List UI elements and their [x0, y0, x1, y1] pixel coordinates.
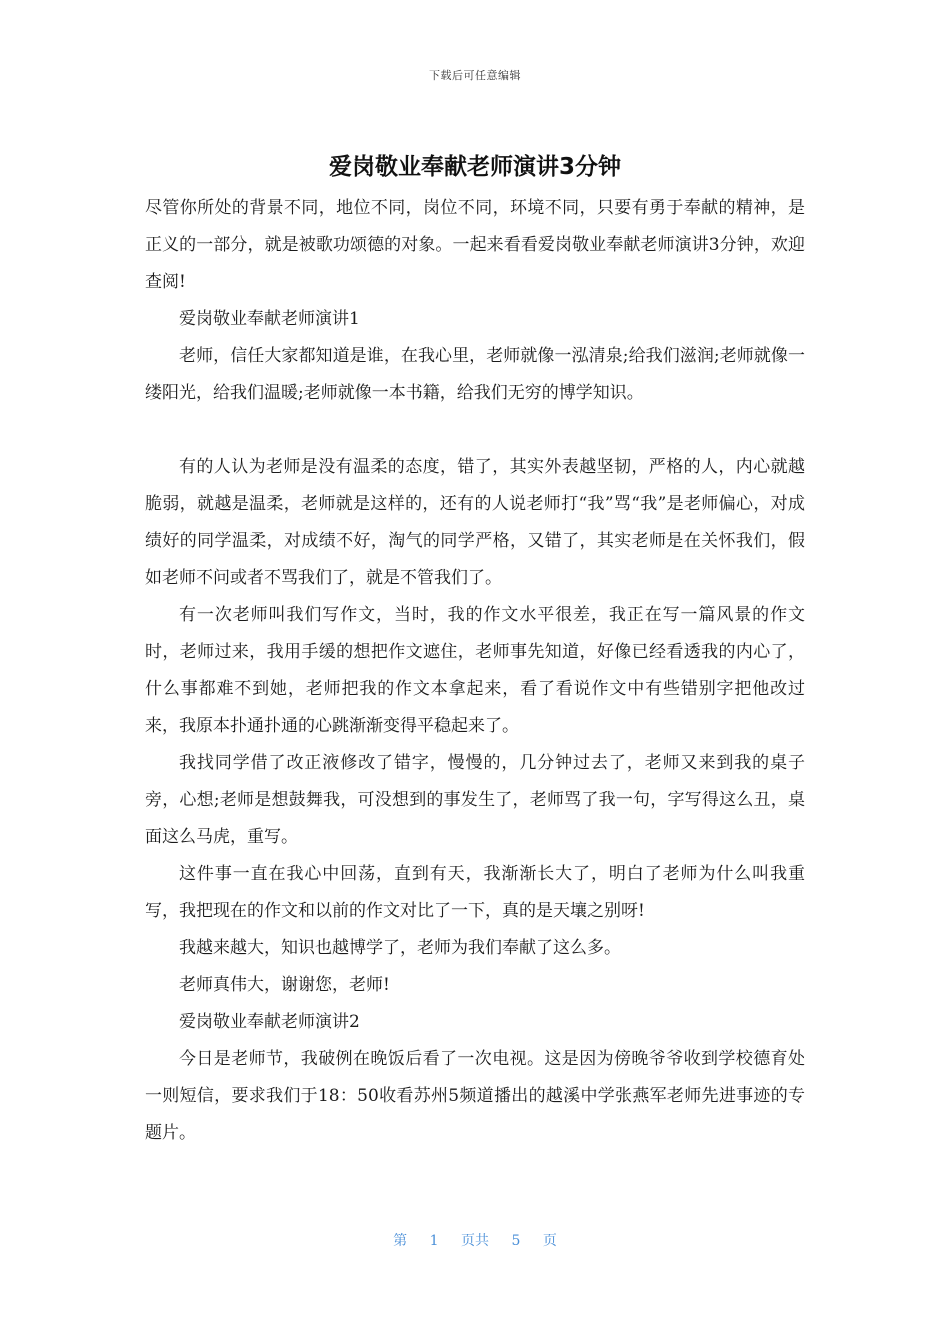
footer-middle: 页共	[461, 1233, 489, 1249]
body-paragraph: 我越来越大，知识也越博学了，老师为我们奉献了这么多。	[179, 938, 621, 958]
body-paragraph: 今日是老师节，我破例在晚饭后看了一次电视。这是因为傍晚爷爷收到学校德育处一则短信，要求我们于18：50收看苏州5频道播出的越溪中学张燕军老师先进事迹的专题片。	[145, 1049, 805, 1143]
page-footer	[0, 1230, 950, 1250]
body-paragraph: 这件事一直在我心中回荡，直到有天，我渐渐长大了，明白了老师为什么叫我重写，我把现在的作文和以前的作文对比了一下，真的是天壤之别呀!	[145, 864, 805, 921]
body-paragraph: 我找同学借了改正液修改了错字，慢慢的，几分钟过去了，老师又来到我的桌子旁，心想;老师是想鼓舞我，可没想到的事发生了，老师骂了我一句，字写得这么丑，桌面这么马虎，重写。	[145, 753, 805, 847]
footer-suffix: 页	[542, 1233, 557, 1249]
header-note: 下载后可任意编辑	[429, 69, 521, 82]
body-paragraph: 老师，信任大家都知道是谁，在我心里，老师就像一泓清泉;给我们滋润;老师就像一缕阳光，给我们温暖;老师就像一本书籍，给我们无穷的博学知识。	[145, 346, 805, 403]
body-paragraph: 有一次老师叫我们写作文，当时，我的作文水平很差，我正在写一篇风景的作文时，老师过来，我用手缓的想把作文遮住，老师事先知道，好像已经看透我的内心了，什么事都难不到她，老师把我的作文本拿起来，看了看说作文中有些错别字把他改过来，我原本扑通扑通的心跳渐渐变得平稳起来了。	[145, 605, 805, 736]
footer-prefix: 第	[393, 1233, 408, 1249]
body-paragraph: 有的人认为老师是没有温柔的态度，错了，其实外表越坚韧，严格的人，内心就越脆弱，就越是温柔，老师就是这样的，还有的人说老师打“我”骂“我”是老师偏心，对成绩好的同学温柔，对成绩不好，淘气的同学严格，又错了，其实老师是在关怀我们，假如老师不问或者不骂我们了，就是不管我们了。	[145, 457, 805, 588]
section-heading: 爱岗敬业奉献老师演讲1	[179, 309, 360, 329]
document-body	[145, 190, 805, 1152]
section-heading: 爱岗敬业奉献老师演讲2	[179, 1012, 360, 1032]
body-paragraph: 老师真伟大，谢谢您，老师!	[179, 975, 390, 995]
footer-current-page: 1	[429, 1233, 439, 1249]
intro-paragraph: 尽管你所处的背景不同，地位不同，岗位不同，环境不同，只要有勇于奉献的精神，是正义的一部分，就是被歌功颂德的对象。一起来看看爱岗敬业奉献老师演讲3分钟，欢迎查阅!	[145, 198, 805, 292]
document-title: 爱岗敬业奉献老师演讲3分钟	[328, 154, 621, 180]
footer-total-pages: 5	[511, 1233, 521, 1249]
